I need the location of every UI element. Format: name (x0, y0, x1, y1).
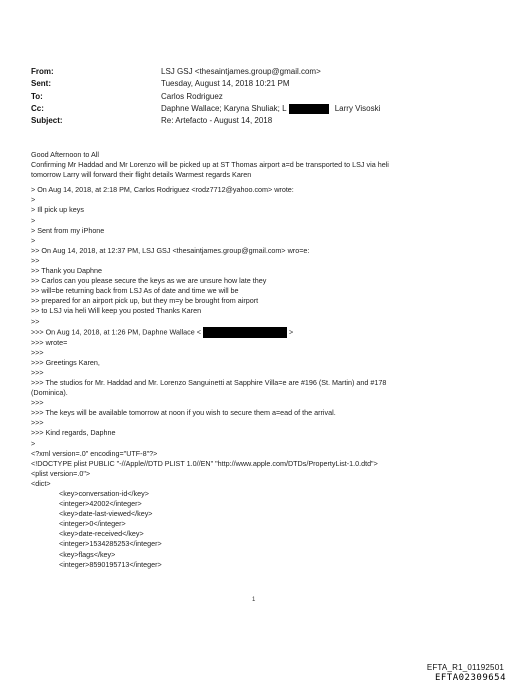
xml-line: <key>conversation-id</key> (59, 489, 149, 498)
redaction-block (289, 104, 329, 114)
quote-line: >>> Greetings Karen, (31, 357, 100, 367)
quote-line: > (31, 438, 36, 448)
quote-line: >> On Aug 14, 2018, at 12:37 PM, LSJ GSJ <thesaintjames.group@gmail.com> wro=e: (31, 245, 310, 255)
page-number: 1 (252, 597, 256, 603)
xml-line: <integer>8590195713</integer> (59, 559, 162, 569)
xml-line: <integer>1534285253</integer> (59, 539, 162, 549)
quote-line: >> (31, 316, 40, 326)
quote-line: >> prepared for an airport pick up, but they m=y be brought from airport (31, 296, 259, 306)
cc-label: Cc: (31, 103, 44, 113)
quote-line: >>> Kind regards, Daphne (31, 428, 116, 438)
cc-value (161, 103, 380, 115)
subject-label: Subject: (31, 116, 63, 126)
cc-value-start: Daphne Wallace; Karyna Shuliak; L (161, 103, 287, 113)
quote-line: >> (31, 255, 40, 265)
bates-stamp-secondary: EFTA02309654 (434, 673, 506, 683)
subject-row (31, 115, 380, 127)
quote-line: > Sent from my iPhone (31, 225, 105, 235)
from-label: From: (31, 67, 54, 76)
quote-line-start: >>> On Aug 14, 2018, at 1:26 PM, Daphne Wallace < (31, 327, 201, 336)
cc-value-end: Larry Visoski (334, 103, 381, 113)
xml-line: <integer>0</integer> (59, 519, 126, 529)
quote-line: >>> (31, 398, 44, 408)
quote-line: (Dominica). (31, 388, 68, 398)
xml-line: <!DOCTYPE plist PUBLIC "-//Apple//DTD PLIST 1.0//EN" "http://www.apple.com/DTDs/PropertyList-1.0.dtd"> (31, 458, 378, 468)
xml-line: <key>date-received</key> (59, 529, 144, 539)
body-line: Confirming Mr Haddad and Mr Lorenzo will be picked up at ST Thomas airport a=d be transported to LSJ via heli (31, 160, 389, 170)
body-line: Good Afternoon to All (31, 150, 99, 159)
email-header (31, 66, 380, 127)
xml-line: <plist version=.0"> (31, 468, 91, 478)
quote-line-end: > (288, 327, 294, 336)
quote-line: >>> The studios for Mr. Haddad and Mr. Lorenzo Sanguinetti at Sapphire Villa=e are #196 (St. Martin) and #178 (31, 377, 387, 387)
from-value: LSJ GSJ <thesaintjames.group@gmail.com> (161, 67, 321, 76)
quote-line: >> Thank you Daphne (31, 266, 102, 276)
bates-stamp-primary: EFTA_R1_01192501 (426, 663, 504, 672)
to-value: Carlos Rodriguez (161, 91, 223, 101)
xml-line: <integer>42002</integer> (59, 499, 142, 509)
from-row (31, 66, 380, 78)
quote-line: >> will=be returning back from LSJ As of date and time we will be (31, 286, 239, 296)
quote-line: >>> (31, 418, 44, 428)
quote-line: > On Aug 14, 2018, at 2:18 PM, Carlos Rodriguez <rodz7712@yahoo.com> wrote: (31, 185, 294, 195)
body-line: tomorrow Larry will forward their flight details Warmest regards Karen (31, 170, 252, 180)
sent-value: Tuesday, August 14, 2018 10:21 PM (161, 79, 290, 89)
sent-label: Sent: (31, 79, 51, 89)
cc-row (31, 103, 380, 115)
xml-line: <?xml version=.0" encoding="UTF-8"?> (31, 448, 158, 458)
to-label: To: (31, 91, 43, 101)
quote-line: >>> (31, 367, 44, 377)
quote-line: >> to LSJ via heli Will keep you posted Thanks Karen (31, 306, 202, 316)
quote-line: > Ill pick up keys (31, 205, 84, 215)
quote-line: >>> wrote= (31, 337, 68, 347)
quote-line: > (31, 215, 36, 225)
subject-value: Re: Artefacto - August 14, 2018 (161, 116, 273, 126)
quote-line: >>> (31, 347, 44, 357)
xml-line: <dict> (31, 478, 51, 488)
quote-line: >>> The keys will be available tomorrow at noon if you wish to secure them a=ead of the arrival. (31, 408, 336, 418)
to-row (31, 91, 380, 103)
quote-line: > (31, 235, 36, 245)
quote-line: >> Carlos can you please secure the keys as we are unsure how late they (31, 276, 267, 286)
xml-line: <key>flags</key> (59, 549, 116, 559)
redaction-block (203, 327, 287, 338)
xml-line: <key>date-last-viewed</key> (59, 509, 153, 519)
sent-row (31, 78, 380, 90)
email-body (31, 150, 491, 570)
quote-line (31, 327, 491, 338)
quote-line: > (31, 195, 36, 205)
